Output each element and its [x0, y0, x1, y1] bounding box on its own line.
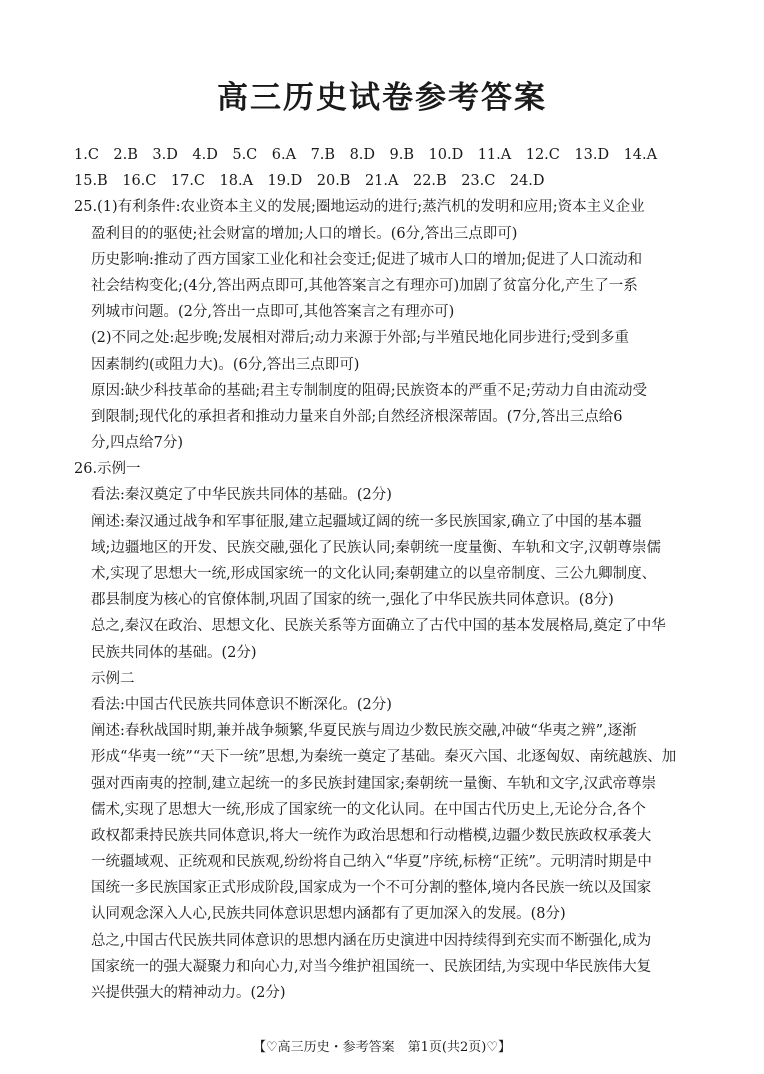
mc-answers-line-1: 1.C 2.B 3.D 4.D 5.C 6.A 7.B 8.D 9.B 10.D 11.A 12.C 13.D 14.A: [74, 147, 658, 163]
q25-part2-reasons: 原因:缺少科技革命的基础;君主专制制度的阻碍;民族资本的严重不足;劳动力自由流动受: [91, 382, 648, 399]
q25-part1-impact: 历史影响:推动了西方国家工业化和社会变迁;促进了城市人口的增加;促进了人口流动和: [91, 251, 643, 268]
q26-example2-explanation-cont: 政权都秉持民族共同体意识,将大一统作为政治思想和行动楷模,边疆少数民族政权承袭大: [91, 827, 652, 844]
answer-content: [74, 142, 696, 1006]
q26-example1-heading: 26.示例一: [74, 461, 141, 478]
q26-example2-explanation-cont: 强对西南夷的控制,建立起统一的多民族封建国家;秦朝统一量衡、车轨和文字,汉武帝尊崇: [91, 775, 657, 792]
q26-example2-explanation: 阐述:春秋战国时期,兼并战争频繁,华夏民族与周边少数民族交融,冲破“华夷之辨”,逐渐: [91, 723, 637, 740]
q26-example1-explanation-cont: 域;边疆地区的开发、民族交融,强化了民族认同;秦朝统一度量衡、车轨和文字,汉朝尊崇儒: [91, 539, 661, 556]
q26-example1-view: 看法:秦汉奠定了中华民族共同体的基础。(2分): [91, 487, 392, 504]
q26-example2-summary: 总之,中国古代民族共同体意识的思想内涵在历史演进中因持续得到充实而不断强化,成为: [91, 932, 652, 949]
q26-example1-explanation-cont: 郡县制度为核心的官僚体制,巩固了国家的统一,强化了中华民族共同体意识。(8分): [91, 592, 614, 609]
q26-example2-explanation-cont: 一统疆域观、正统观和民族观,纷纷将自己纳入“华夏”序统,标榜“正统”。元明清时期是中: [91, 854, 652, 871]
page-title: 高三历史试卷参考答案: [217, 80, 547, 116]
q26-example2-view: 看法:中国古代民族共同体意识不断深化。(2分): [91, 696, 392, 713]
q26-example2-heading: 示例二: [91, 670, 135, 687]
q26-example2-explanation-cont: 认同观念深入人心,民族共同体意识思想内涵都有了更加深入的发展。(8分): [91, 906, 566, 923]
q26-example2-explanation-cont: 国统一多民族国家正式形成阶段,国家成为一个不可分割的整体,境内各民族一统以及国家: [91, 880, 652, 897]
q25-part2-differences: (2)不同之处:起步晚;发展相对滞后;动力来源于外部;与半殖民地化同步进行;受到多重: [91, 330, 629, 347]
page-footer: 【♡高三历史・参考答案 第1页(共2页)♡】: [253, 1040, 511, 1055]
q25-part2-reasons-cont: 到限制;现代化的承担者和推动力量来自外部;自然经济根深蒂固。(7分,答出三点给6: [91, 408, 623, 425]
q26-example1-summary-cont: 民族共同体的基础。(2分): [91, 644, 257, 661]
q26-example1-explanation: 阐述:秦汉通过战争和军事征服,建立起疆域辽阔的统一多民族国家,确立了中国的基本疆: [91, 513, 642, 530]
mc-answers-line-2: 15.B 16.C 17.C 18.A 19.D 20.B 21.A 22.B 23.C 24.D: [74, 173, 545, 190]
q25-part1-conditions: 25.(1)有利条件:农业资本主义的发展;圈地运动的进行;蒸汽机的发明和应用;资本主义企业: [74, 199, 645, 216]
q26-example1-explanation-cont: 术,实现了思想大一统,形成国家统一的文化认同;秦朝建立的以皇帝制度、三公九卿制度、: [91, 566, 657, 582]
q26-example2-explanation-cont: 儒术,实现了思想大一统,形成了国家统一的文化认同。在中国古代历史上,无论分合,各个: [91, 801, 646, 818]
q26-example2-explanation-cont: 形成“华夷一统”“天下一统”思想,为秦统一奠定了基础。秦灭六国、北逐匈奴、南统越族、加: [91, 749, 677, 766]
q25-part1-conditions-cont: 盈利目的的驱使;社会财富的增加;人口的增长。(6分,答出三点即可): [91, 225, 518, 242]
q26-example2-summary-cont: 国家统一的强大凝聚力和向心力,对当今维护祖国统一、民族团结,为实现中华民族伟大复: [91, 958, 652, 975]
q26-example2-summary-cont: 兴提供强大的精神动力。(2分): [91, 985, 286, 1001]
q25-part1-impact-cont: 列城市问题。(2分,答出一点即可,其他答案言之有理亦可): [91, 304, 455, 321]
q25-part2-differences-cont: 因素制约(或阻力大)。(6分,答出三点即可): [91, 356, 360, 373]
q25-part2-reasons-cont: 分,四点给7分): [91, 435, 183, 452]
q26-example1-summary: 总之,秦汉在政治、思想文化、民族关系等方面确立了古代中国的基本发展格局,奠定了中华: [91, 618, 666, 635]
q25-part1-impact-cont: 社会结构变化;(4分,答出两点即可,其他答案言之有理亦可)加剧了贫富分化,产生了一系: [91, 277, 638, 294]
